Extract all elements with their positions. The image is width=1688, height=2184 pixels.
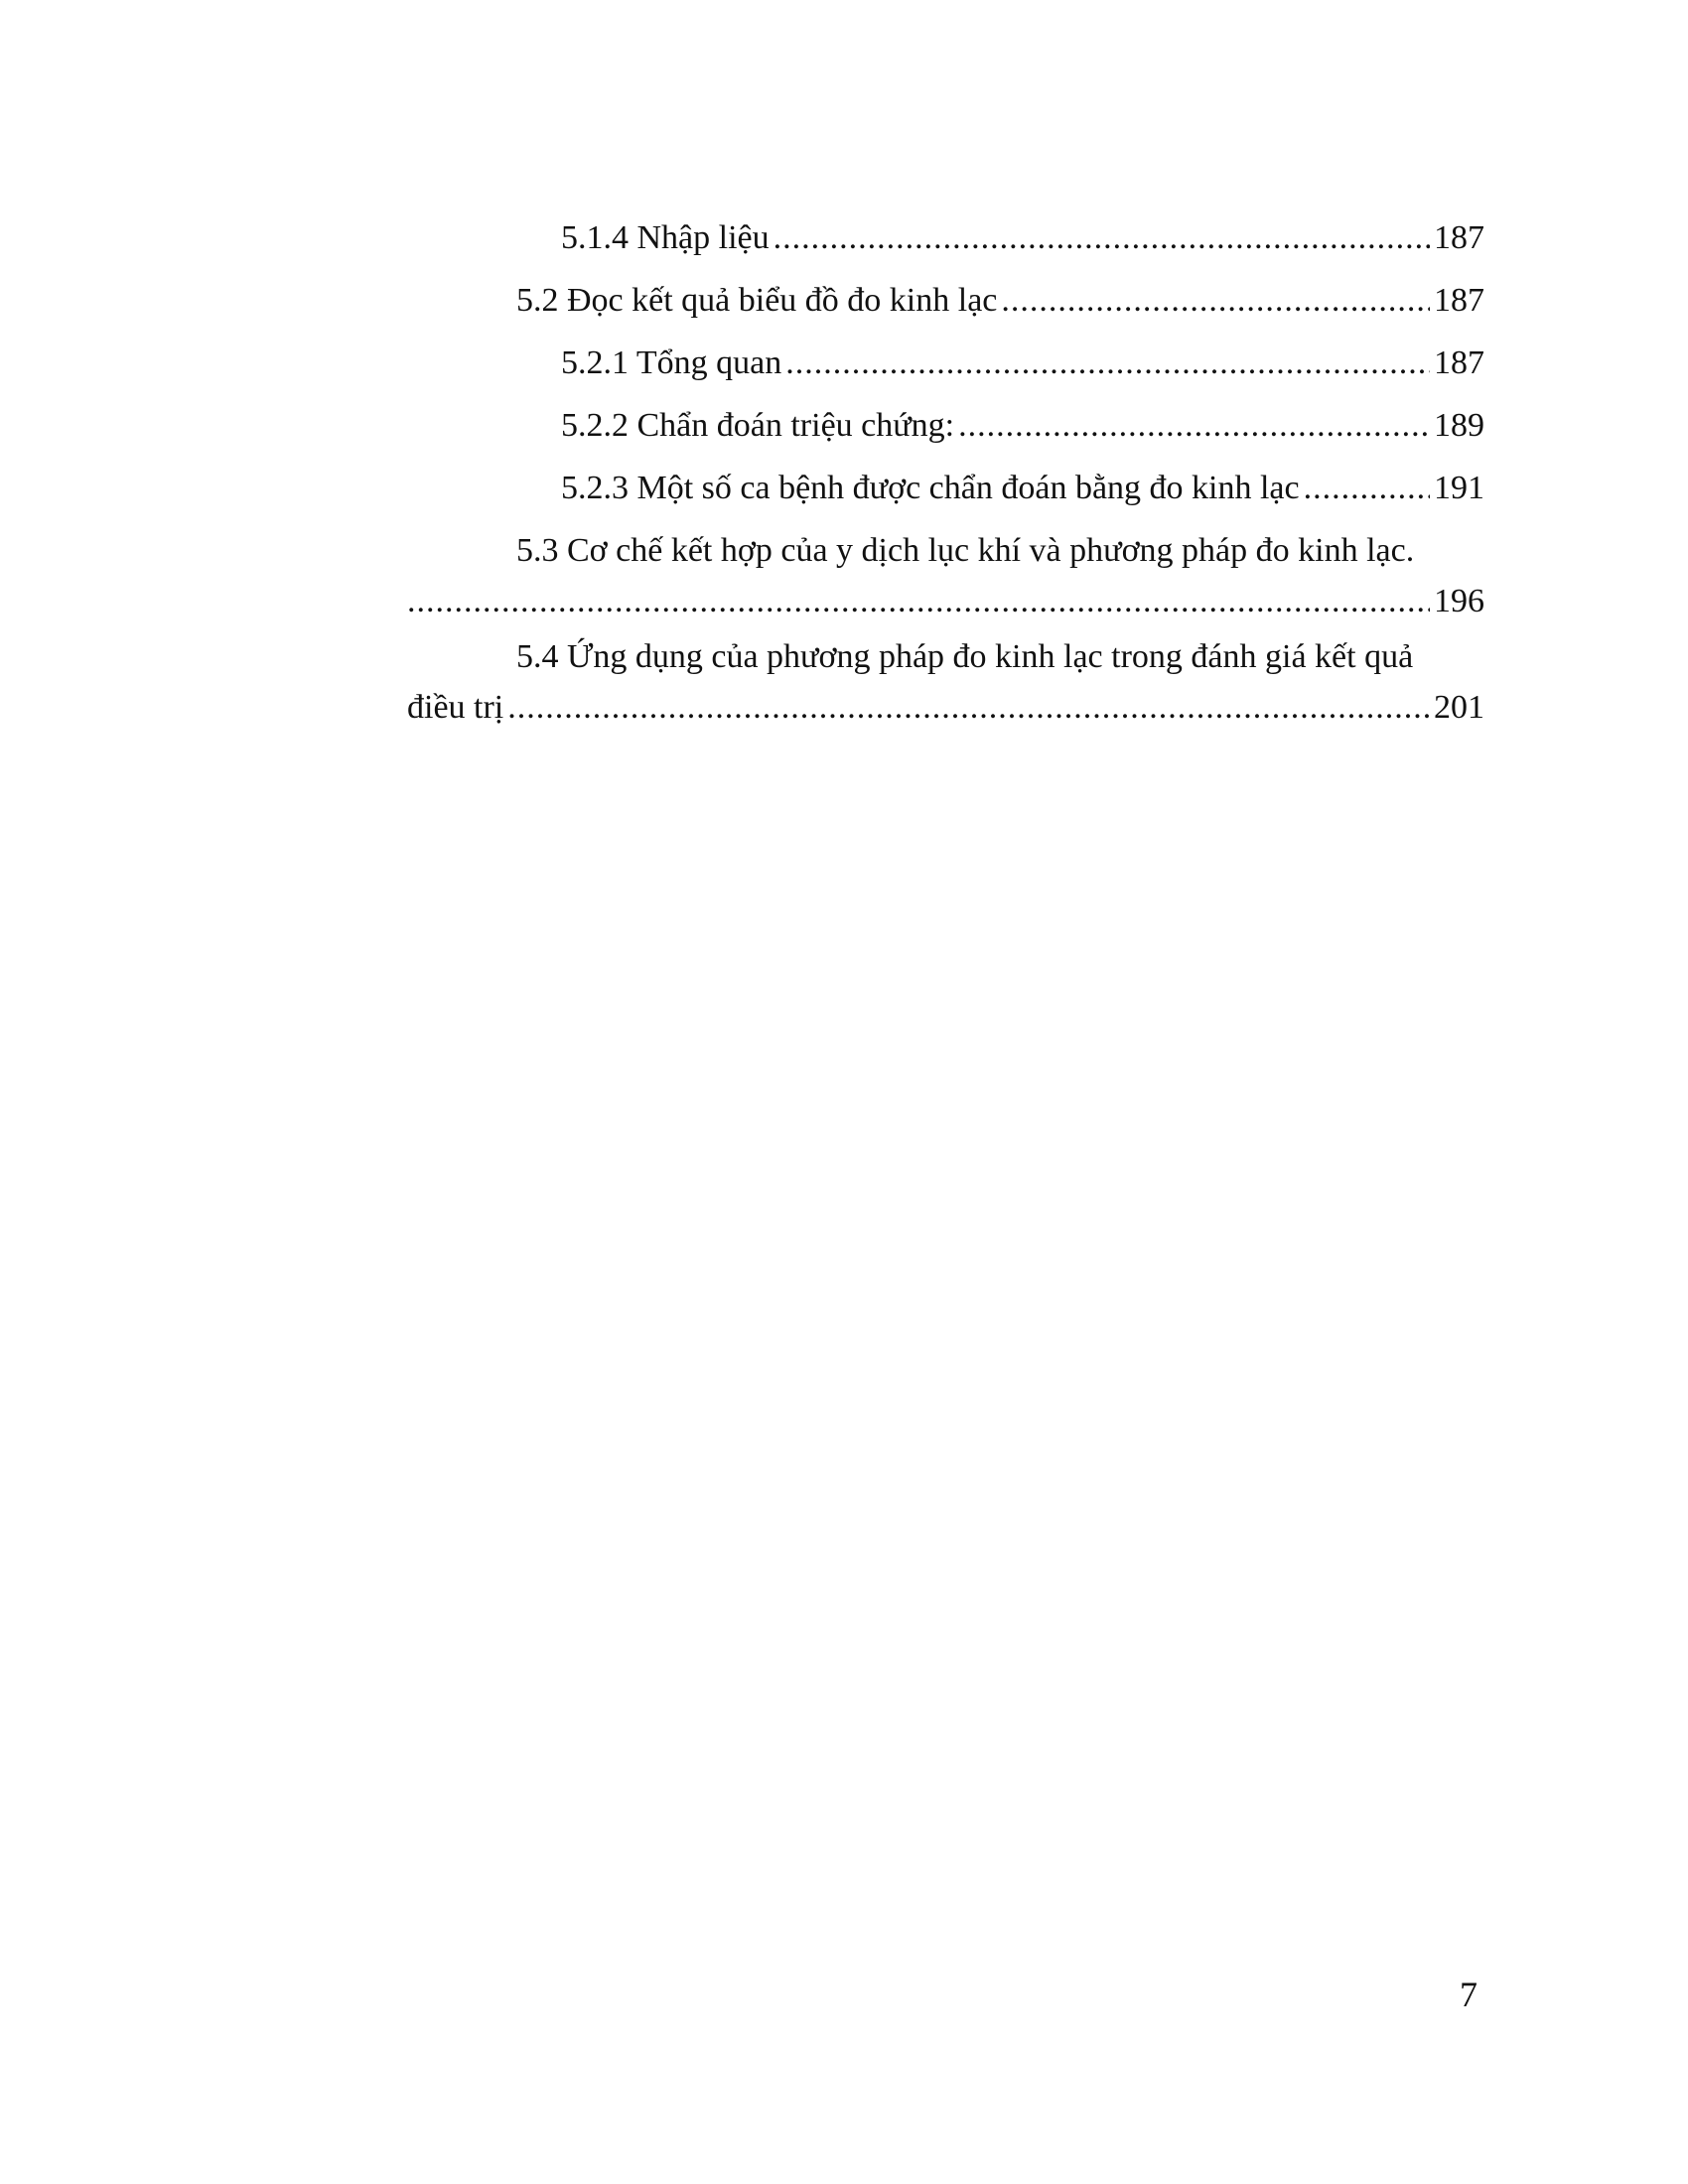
- toc-entry-5-2-2[interactable]: [407, 394, 1484, 457]
- toc-entry-page: 187: [1434, 219, 1484, 256]
- toc-entry-title: 5.2.3 Một số ca bệnh được chẩn đoán bằng đo kinh lạc: [561, 470, 1300, 506]
- toc-entry-title: 5.1.4 Nhập liệu: [561, 219, 770, 256]
- toc-entry-5-2-1[interactable]: [407, 332, 1484, 394]
- dot-leader: [1001, 269, 1430, 332]
- toc-entry-page: 187: [1434, 282, 1484, 319]
- toc-entry-page: 196: [1434, 583, 1484, 619]
- toc-entry-title: 5.2.1 Tổng quan: [561, 344, 782, 381]
- page-number: 7: [1460, 1975, 1477, 2014]
- toc-entry-5-2-3[interactable]: [407, 457, 1484, 519]
- toc-entry-page: 201: [1434, 689, 1484, 726]
- toc-entry-page: 191: [1434, 470, 1484, 506]
- toc-entry-5-2[interactable]: [407, 269, 1484, 332]
- toc-entry-5-4[interactable]: [407, 630, 1484, 732]
- dot-leader: [958, 394, 1430, 457]
- toc-entry-5-1-4[interactable]: [407, 206, 1484, 269]
- dot-leader: [507, 684, 1430, 732]
- toc-entry-page: 189: [1434, 407, 1484, 444]
- dot-leader: [774, 206, 1430, 269]
- dot-leader: [785, 332, 1430, 394]
- toc-entry-page: 187: [1434, 344, 1484, 381]
- dot-leader: [1304, 457, 1430, 519]
- toc-entry-5-3[interactable]: [407, 524, 1484, 625]
- toc-entry-title-continued: điều trị: [407, 689, 504, 726]
- toc-entry-title: 5.2.2 Chẩn đoán triệu chứng:: [561, 407, 955, 444]
- table-of-contents: [407, 206, 1484, 732]
- dot-leader: [407, 578, 1430, 625]
- toc-entry-title: 5.2 Đọc kết quả biểu đồ đo kinh lạc: [516, 282, 998, 319]
- toc-entry-title: 5.4 Ứng dụng của phương pháp đo kinh lạc trong đánh giá kết quả: [516, 638, 1414, 675]
- toc-entry-title: 5.3 Cơ chế kết hợp của y dịch lục khí và phương pháp đo kinh lạc.: [516, 532, 1415, 569]
